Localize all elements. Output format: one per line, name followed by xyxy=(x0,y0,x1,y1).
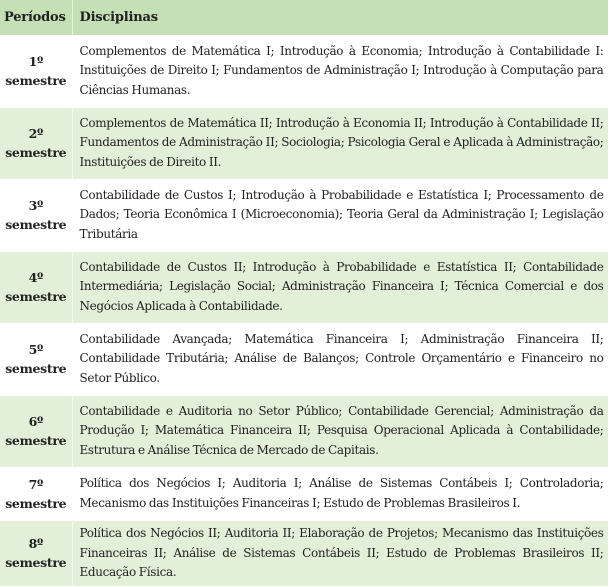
table-row xyxy=(0,467,608,520)
period-unit: semestre xyxy=(5,361,67,376)
period-unit: semestre xyxy=(5,555,67,571)
period-cell xyxy=(0,395,72,467)
period-ordinal: 4º xyxy=(28,270,43,285)
period-cell xyxy=(0,107,72,179)
period-ordinal: 1º xyxy=(28,54,43,69)
table-header-row xyxy=(0,0,608,35)
period-cell xyxy=(0,467,72,520)
table-row xyxy=(0,107,608,179)
period-ordinal: 6º xyxy=(28,414,43,429)
table-row xyxy=(0,323,608,395)
period-unit: semestre xyxy=(5,217,67,232)
period-unit: semestre xyxy=(5,289,67,304)
period-unit: semestre xyxy=(5,495,67,511)
period-unit: semestre xyxy=(5,433,67,448)
subjects-cell: Contabilidade de Custos II; Introdução à Probabilidade e Estatística II; Contabilidade Intermediária; Legislação Social; Administração Financeira I; Técnica Comercial e dos Negócios Aplicada à Contabilidade. xyxy=(72,251,608,323)
period-unit: semestre xyxy=(5,73,67,88)
header-subjects: Disciplinas xyxy=(72,0,608,35)
table-row xyxy=(0,520,608,586)
subjects-cell: Contabilidade Avançada; Matemática Financeira I; Administração Financeira II; Contabilidade Tributária; Análise de Balanços; Controle Orçamentário e Financeiro no Setor Público. xyxy=(72,323,608,395)
period-cell xyxy=(0,179,72,251)
period-unit: semestre xyxy=(5,145,67,160)
period-ordinal: 2º xyxy=(28,126,43,141)
table-row xyxy=(0,251,608,323)
period-cell xyxy=(0,251,72,323)
subjects-cell: Política dos Negócios II; Auditoria II; Elaboração de Projetos; Mecanismo das Instituições Financeiras II; Análise de Sistemas Contábeis II; Estudo de Problemas Brasileiros II; Educação Física. xyxy=(72,520,608,586)
period-ordinal: 3º xyxy=(28,198,43,213)
period-cell xyxy=(0,520,72,586)
period-ordinal: 7º xyxy=(28,476,43,492)
period-ordinal: 8º xyxy=(28,536,43,552)
subjects-cell: Contabilidade de Custos I; Introdução à Probabilidade e Estatística I; Processamento de Dados; Teoria Econômica I (Microeconomia); Teoria Geral da Administração I; Legislação Tributária xyxy=(72,179,608,251)
header-periods: Períodos xyxy=(0,0,72,35)
period-cell xyxy=(0,323,72,395)
table-row xyxy=(0,395,608,467)
subjects-cell: Complementos de Matemática I; Introdução à Economia; Introdução à Contabilidade I: Instituições de Direito I; Fundamentos de Administração I; Introdução à Computação para Ciências Humanas. xyxy=(72,35,608,107)
subjects-cell: Política dos Negócios I; Auditoria I; Análise de Sistemas Contábeis I; Controladoria; Mecanismo das Instituições Financeiras I; Estudo de Problemas Brasileiros I. xyxy=(72,467,608,520)
subjects-cell: Complementos de Matemática II; Introdução à Economia II; Introdução à Contabilidade II; Fundamentos de Administração II; Sociologia; Psicologia Geral e Aplicada à Administração; Instituições de Direito II. xyxy=(72,107,608,179)
table-row xyxy=(0,179,608,251)
period-cell xyxy=(0,35,72,107)
subjects-cell: Contabilidade e Auditoria no Setor Público; Contabilidade Gerencial; Administração da Produção I; Matemática Financeira II; Pesquisa Operacional Aplicada à Contabilidade; Estrutura e Análise Técnica de Mercado de Capitais. xyxy=(72,395,608,467)
period-ordinal: 5º xyxy=(28,342,43,357)
table-row xyxy=(0,35,608,107)
